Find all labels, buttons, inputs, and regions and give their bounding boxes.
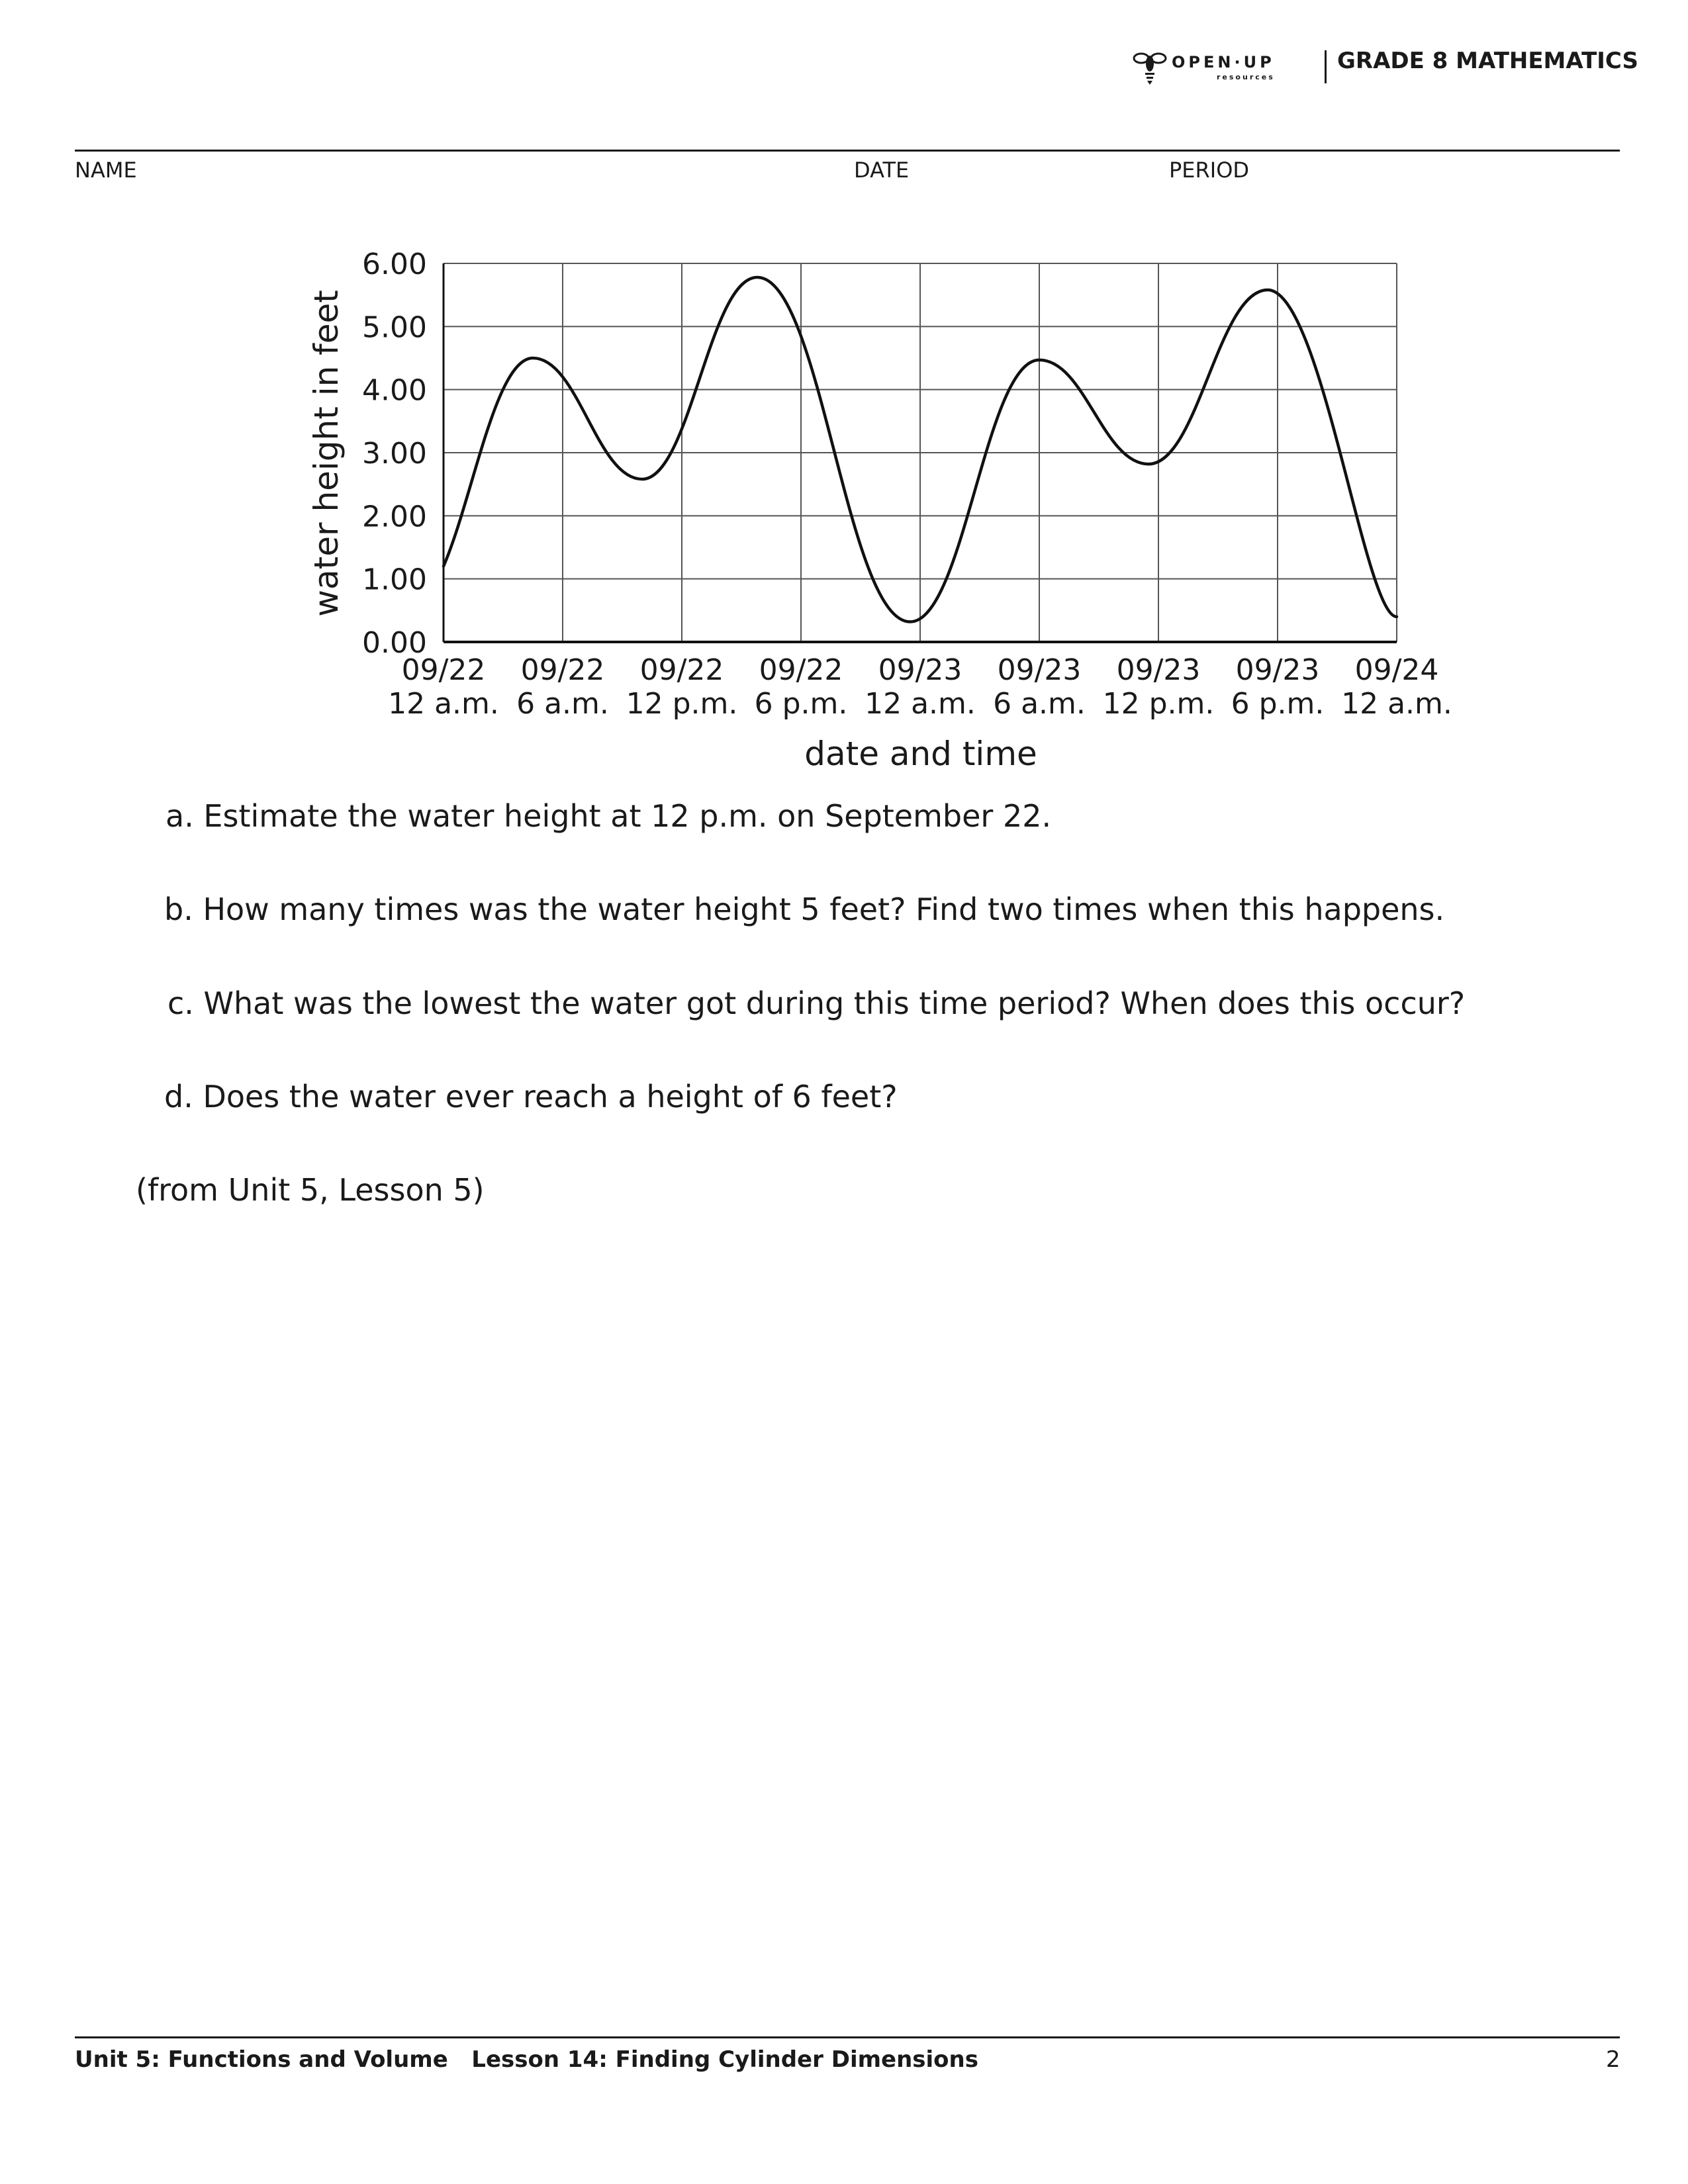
x-tick-date: 09/24 bbox=[1354, 653, 1439, 687]
question-b: b. How many times was the water height 5 feet? Find two times when this happens. bbox=[164, 891, 1445, 927]
course-title: GRADE 8 MATHEMATICS bbox=[1337, 48, 1638, 74]
x-tick-time: 6 a.m. bbox=[993, 687, 1086, 721]
y-tick-label: 1.00 bbox=[362, 563, 427, 597]
y-tick-label: 5.00 bbox=[362, 310, 427, 345]
date-field-label: DATE bbox=[854, 158, 910, 183]
y-tick-label: 3.00 bbox=[362, 437, 427, 471]
y-axis-label: water height in feet bbox=[307, 290, 346, 617]
source-note: (from Unit 5, Lesson 5) bbox=[136, 1172, 485, 1208]
y-tick-label: 0.00 bbox=[362, 626, 427, 660]
chart-grid bbox=[444, 263, 1397, 642]
x-tick-time: 6 p.m. bbox=[1231, 687, 1325, 721]
x-axis-label: date and time bbox=[804, 735, 1037, 773]
y-tick-labels bbox=[362, 248, 427, 660]
period-field-label: PERIOD bbox=[1169, 158, 1250, 183]
x-tick-labels bbox=[388, 653, 1452, 721]
x-tick-date: 09/22 bbox=[639, 653, 724, 687]
x-tick-date: 09/23 bbox=[1235, 653, 1320, 687]
x-tick-time: 12 a.m. bbox=[865, 687, 976, 721]
x-tick-time: 6 p.m. bbox=[754, 687, 848, 721]
bottom-rule bbox=[75, 2036, 1620, 2038]
x-tick-time: 12 p.m. bbox=[1102, 687, 1215, 721]
logo-subtext: resources bbox=[1217, 73, 1275, 81]
x-tick-date: 09/23 bbox=[997, 653, 1082, 687]
x-tick-time: 6 a.m. bbox=[516, 687, 609, 721]
logo-wordmark: OPEN·UP bbox=[1172, 53, 1275, 71]
x-tick-date: 09/23 bbox=[878, 653, 962, 687]
x-tick-date: 09/23 bbox=[1116, 653, 1201, 687]
x-tick-date: 09/22 bbox=[401, 653, 486, 687]
footer-unit-lesson: Unit 5: Functions and Volume Lesson 14: Finding Cylinder Dimensions bbox=[75, 2046, 978, 2073]
x-tick-time: 12 p.m. bbox=[626, 687, 738, 721]
x-tick-date: 09/22 bbox=[520, 653, 605, 687]
question-c: c. What was the lowest the water got during this time period? When does this occur? bbox=[167, 985, 1466, 1021]
y-tick-label: 4.00 bbox=[362, 373, 427, 408]
x-tick-date: 09/22 bbox=[759, 653, 843, 687]
question-a: a. Estimate the water height at 12 p.m. on September 22. bbox=[165, 798, 1052, 834]
footer-page-number: 2 bbox=[1606, 2046, 1620, 2073]
y-tick-label: 6.00 bbox=[362, 248, 427, 281]
x-tick-time: 12 a.m. bbox=[388, 687, 499, 721]
name-field-label: NAME bbox=[75, 158, 137, 183]
question-d: d. Does the water ever reach a height of 6 feet? bbox=[164, 1079, 898, 1115]
x-tick-time: 12 a.m. bbox=[1341, 687, 1452, 721]
y-tick-label: 2.00 bbox=[362, 500, 427, 534]
